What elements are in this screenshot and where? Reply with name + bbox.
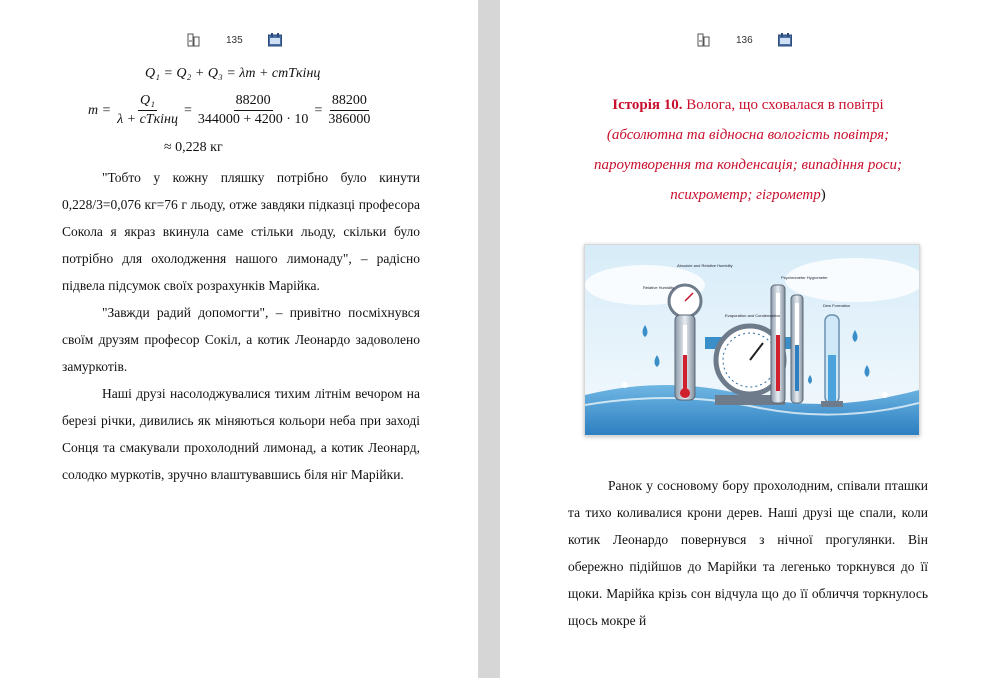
formula-result: ≈ 0,228 кг <box>164 140 223 155</box>
fraction-denominator: 386000 <box>328 112 371 127</box>
formula-lhs: m = <box>88 102 112 118</box>
equals-sign: = <box>183 102 192 118</box>
fraction-numerator: Q₁ <box>138 92 157 111</box>
label-absolute-relative-humidity: Absolute and Relative Humidity <box>677 263 733 268</box>
paragraph: "Завжди радий допомогти", – привітно посміхнувся своїм друзям професор Сокіл, а котик Леонардо задоволено замуркотів. <box>62 305 420 374</box>
formula-heat-balance: Q₁ = Q₂ + Q₃ = λm + cmTкінц <box>145 66 321 81</box>
paragraph: Ранок у сосновому бору прохолодним, співали пташки та тихо коливалися крони дерев. Наші друзі ще спали, коли котик Леонардо повернувся з нічної прогулянки. Він обережно підійшов до Марійки та легенько торкнувся до її щоки. Марійка крізь сон відчула що до її обличчя торкнулось щось мокре й <box>568 478 928 628</box>
story-number: Історія 10. <box>612 97 683 113</box>
flask-icon <box>696 32 712 48</box>
story-topics-close: ) <box>820 187 826 203</box>
fraction-2 <box>196 92 311 129</box>
fraction-denominator: 344000 + 4200 · 10 <box>197 112 309 127</box>
label-dew-formation: Dew Formation <box>823 303 851 308</box>
left-page-body <box>62 164 420 488</box>
humidity-illustration <box>584 244 920 436</box>
paragraph: Наші друзі насолоджувалися тихим літнім вечором на березі річки, дивились як міняються кольори неба при заході Сонця та смакували прохолодний лимонад, а котик Леонард, солодко муркотів, зручно влаштувавшись біля ніг Марійки. <box>62 386 420 482</box>
fraction-1 <box>115 92 180 129</box>
calendar-icon <box>777 32 793 48</box>
right-page-body <box>568 472 928 634</box>
fraction-denominator: λ + cTкінц <box>117 112 178 127</box>
label-relative-humidity: Relative Humidity <box>643 285 675 290</box>
formula-mass <box>88 92 372 129</box>
calendar-icon <box>267 32 283 48</box>
story-topics: (абсолютна та відносна вологість повітря; пароутворення та конденсація; випадіння роси; психрометр; гігрометр <box>594 127 902 203</box>
page-135[interactable] <box>0 0 478 678</box>
story-title: Волога, що сховалася в повітрі <box>686 97 884 113</box>
fraction-numerator: 88200 <box>234 92 273 111</box>
flask-icon <box>186 32 202 48</box>
fraction-3 <box>326 92 372 129</box>
humidity-instruments-image <box>585 245 919 435</box>
page-number: 135 <box>226 34 243 46</box>
story-heading <box>578 90 918 210</box>
label-psychrometer: Psychrometer Hygrometer <box>781 275 828 280</box>
paragraph: "Тобто у кожну пляшку потрібно було кинути 0,228/3=0,076 кг=76 г льоду, отже завдяки підказці професора Сокола я якраз вкинула саме стільки льоду, скільки було потрібно для охолодження нашого лимонаду", – радісно підвела підсумок своїх розрахунків Марійка. <box>62 170 420 293</box>
equals-sign: = <box>314 102 323 118</box>
page-header <box>186 30 283 50</box>
page-number: 136 <box>736 34 753 46</box>
fraction-numerator: 88200 <box>330 92 369 111</box>
page-header <box>696 30 793 50</box>
page-gutter <box>478 0 500 678</box>
label-evaporation-condensation: Evaporation and Condensation <box>725 313 780 318</box>
